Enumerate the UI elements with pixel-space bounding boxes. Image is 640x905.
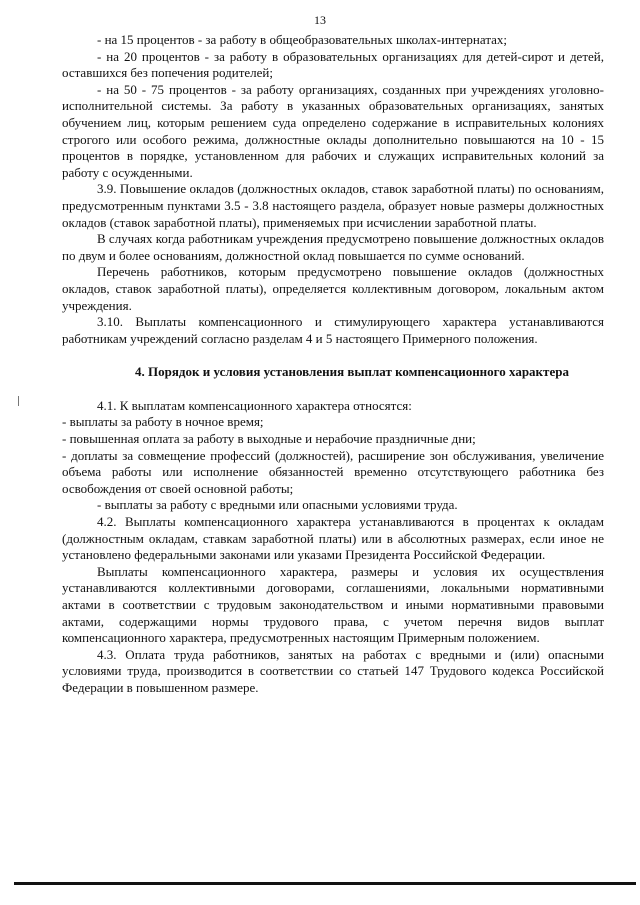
list-item: - доплаты за совмещение профессий (должностей), расширение зон обслуживания, увеличение объема работы или исполнение обязанностей временно отсутствующего работника без освобождения от своей основной работы; — [62, 447, 604, 496]
page-number: 13 — [314, 13, 326, 27]
paragraph: Выплаты компенсационного характера, размеры и условия их осуществления устанавливаются коллективными договорами, соглашениями, локальными нормативными актами в соответствии с трудовым законодательством и иными нормативными правовыми актами, содержащими нормы трудового права, с учетом перечня видов выплат компенсационного характера, предусмотренных настоящим Примерным положением. — [62, 563, 604, 646]
document-body — [62, 32, 604, 697]
paragraph: В случаях когда работникам учреждения предусмотрено повышение должностных окладов по двум и более основаниям, должностной оклад повышается по сумме оснований. — [62, 231, 604, 263]
list-item: - выплаты за работу с вредными или опасными условиями труда. — [97, 497, 458, 513]
paragraph: 4.3. Оплата труда работников, занятых на работах с вредными и (или) опасными условиями труда, производится в соответствии со статьей 147 Трудового кодекса Российской Федерации в повышенном размере. — [62, 646, 604, 695]
paragraph: 4.2. Выплаты компенсационного характера устанавливаются в процентах к окладам (должностным окладам, ставкам заработной платы) или в абсолютных размерах, если иное не установлено федеральными законами или указами Президента Российской Федерации. — [62, 514, 604, 563]
paragraph: - на 15 процентов - за работу в общеобразовательных школах-интернатах; — [97, 32, 508, 47]
paragraph: - на 20 процентов - за работу в образовательных организациях для детей-сирот и детей, оставшихся без попечения родителей; — [62, 48, 604, 81]
paragraph: - на 50 - 75 процентов - за работу организациях, созданных при учреждениях уголовно-исполнительной системы. За работу в указанных образовательных организациях, занятых обучением лиц, которым решением суда определено содержание в исправительных колониях строгого или особого режима, должностные оклады дополнительно повышаются на 10 - 15 процентов в порядке, установленном для рабочих и служащих исправительных колоний за работу с осужденными. — [62, 81, 604, 180]
page-bottom-rule — [14, 882, 636, 885]
list-item: - повышенная оплата за работу в выходные и нерабочие праздничные дни; — [62, 431, 476, 447]
list-item: - выплаты за работу в ночное время; — [62, 414, 264, 430]
paragraph: 4.1. К выплатам компенсационного характера относятся: — [97, 397, 412, 413]
paragraph: Перечень работников, которым предусмотрено повышение окладов (должностных окладов, ставок заработной платы), определяется коллективным договором, локальным актом учреждения. — [62, 264, 604, 313]
paragraph: 3.9. Повышение окладов (должностных окладов, ставок заработной платы) по основаниям, предусмотренным пунктами 3.5 - 3.8 настоящего раздела, образует новые размеры должностных окладов (ставок заработной платы), применяемых при исчислении заработной платы. — [62, 181, 604, 230]
margin-mark — [18, 396, 19, 406]
paragraph: 3.10. Выплаты компенсационного и стимулирующего характера устанавливаются работникам учреждений согласно разделам 4 и 5 настоящего Примерного положения. — [62, 314, 604, 346]
section-heading: 4. Порядок и условия установления выплат компенсационного характера — [135, 364, 569, 380]
